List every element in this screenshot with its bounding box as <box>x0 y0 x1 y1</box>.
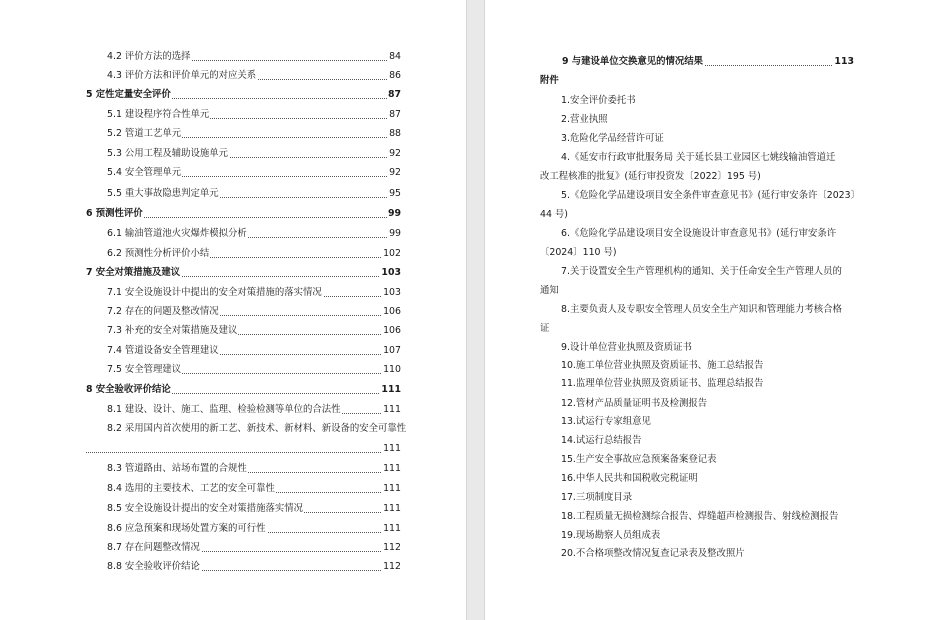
appendix-item: 16.中华人民共和国税收完税证明 <box>561 473 698 484</box>
toc-entry[interactable]: 5.1 建设程序符合性单元 87 <box>107 107 401 123</box>
right-page <box>485 0 951 620</box>
appendix-item: 19.现场勘察人员组成表 <box>561 530 661 541</box>
appendix-item: 15.生产安全事故应急预案备案登记表 <box>561 454 717 465</box>
appendix-item: 11.监理单位营业执照及资质证书、监理总结报告 <box>561 378 764 389</box>
appendix-item: 4.《延安市行政审批服务局 关于延长县工业园区七姚线输油管道迁 <box>561 152 836 163</box>
toc-entry[interactable]: 7.4 管道设备安全管理建议 107 <box>107 343 401 359</box>
toc-entry[interactable]: 8.5 安全设施设计提出的安全对策措施落实情况 111 <box>107 501 401 517</box>
toc-entry[interactable]: 7.3 补充的安全对策措施及建议 106 <box>107 323 401 339</box>
appendix-item: 8.主要负责人及专职安全管理人员安全生产知识和管理能力考核合格 <box>561 304 842 315</box>
appendix-item: 6.《危险化学品建设项目安全设施设计审查意见书》(延行审安条许 <box>561 228 837 239</box>
appendix-item: 1.安全评价委托书 <box>561 95 636 106</box>
toc-entry[interactable]: 8.1 建设、设计、施工、监理、检验检测等单位的合法性 111 <box>107 402 401 418</box>
appendix-item: 44 号) <box>540 209 568 220</box>
toc-chapter[interactable]: 5 定性定量安全评价 87 <box>86 87 401 103</box>
toc-chapter[interactable]: 7 安全对策措施及建议 103 <box>86 265 401 281</box>
appendix-item: 5.《危险化学品建设项目安全条件审查意见书》(延行审安条许〔2023〕 <box>561 190 860 201</box>
toc-entry[interactable]: 5.2 管道工艺单元 88 <box>107 126 401 142</box>
appendix-item: 〔2024〕110 号) <box>540 247 617 258</box>
appendix-item: 7.关于设置安全生产管理机构的通知、关于任命安全生产管理人员的 <box>561 266 842 277</box>
page-gutter <box>466 0 485 620</box>
appendix-heading: 附件 <box>540 75 559 86</box>
left-page <box>0 0 466 620</box>
toc-entry[interactable]: 4.3 评价方法和评价单元的对应关系 86 <box>107 68 401 84</box>
appendix-item: 10.施工单位营业执照及资质证书、施工总结报告 <box>561 360 764 371</box>
appendix-item: 9.设计单位营业执照及资质证书 <box>561 342 692 353</box>
toc-entry[interactable]: 7.2 存在的问题及整改情况 106 <box>107 304 401 320</box>
appendix-item: 12.管材产品质量证明书及检测报告 <box>561 398 708 409</box>
appendix-item: 2.营业执照 <box>561 114 608 125</box>
appendix-item: 3.危险化学品经营许可证 <box>561 133 664 144</box>
toc-entry[interactable]: 5.4 安全管理单元 92 <box>107 165 401 181</box>
appendix-item: 18.工程质量无损检测综合报告、焊缝超声检测报告、射线检测报告 <box>561 511 839 522</box>
toc-entry[interactable]: 7.1 安全设施设计中提出的安全对策措施的落实情况 103 <box>107 285 401 301</box>
appendix-item: 证 <box>540 323 550 334</box>
toc-entry[interactable]: 5.5 重大事故隐患判定单元 95 <box>107 186 401 202</box>
toc-entry[interactable]: 7.5 安全管理建议 110 <box>107 362 401 378</box>
appendix-item: 20.不合格项整改情况复查记录表及整改照片 <box>561 548 745 559</box>
toc-entry[interactable]: 6.2 预测性分析评价小结 102 <box>107 246 401 262</box>
appendix-item: 13.试运行专家组意见 <box>561 416 651 427</box>
appendix-item: 14.试运行总结报告 <box>561 435 642 446</box>
toc-entry[interactable]: 8.6 应急预案和现场处置方案的可行性 111 <box>107 521 401 537</box>
toc-chapter[interactable]: 6 预测性评价 99 <box>86 206 401 222</box>
toc-chapter[interactable]: 9 与建设单位交换意见的情况结果 113 <box>562 54 854 70</box>
toc-chapter[interactable]: 8 安全验收评价结论 111 <box>86 382 401 398</box>
appendix-item: 改工程核准的批复》(延行审投资发〔2022〕195 号) <box>540 171 761 182</box>
toc-entry[interactable]: 8.2 采用国内首次使用的新工艺、新技术、新材料、新设备的安全可靠性 <box>107 421 408 437</box>
toc-entry[interactable]: 8.4 选用的主要技术、工艺的安全可靠性 111 <box>107 481 401 497</box>
toc-entry[interactable]: 8.8 安全验收评价结论 112 <box>107 559 401 575</box>
toc-entry-continuation[interactable]: 111 <box>86 441 401 457</box>
toc-entry[interactable]: 8.3 管道路由、站场布置的合规性 111 <box>107 461 401 477</box>
appendix-item: 通知 <box>540 285 559 296</box>
toc-entry[interactable]: 6.1 输油管道池火灾爆炸模拟分析 99 <box>107 226 401 242</box>
toc-entry[interactable]: 4.2 评价方法的选择 84 <box>107 49 401 65</box>
appendix-item: 17.三项制度目录 <box>561 492 633 503</box>
toc-entry[interactable]: 8.7 存在问题整改情况 112 <box>107 540 401 556</box>
toc-entry[interactable]: 5.3 公用工程及辅助设施单元 92 <box>107 146 401 162</box>
